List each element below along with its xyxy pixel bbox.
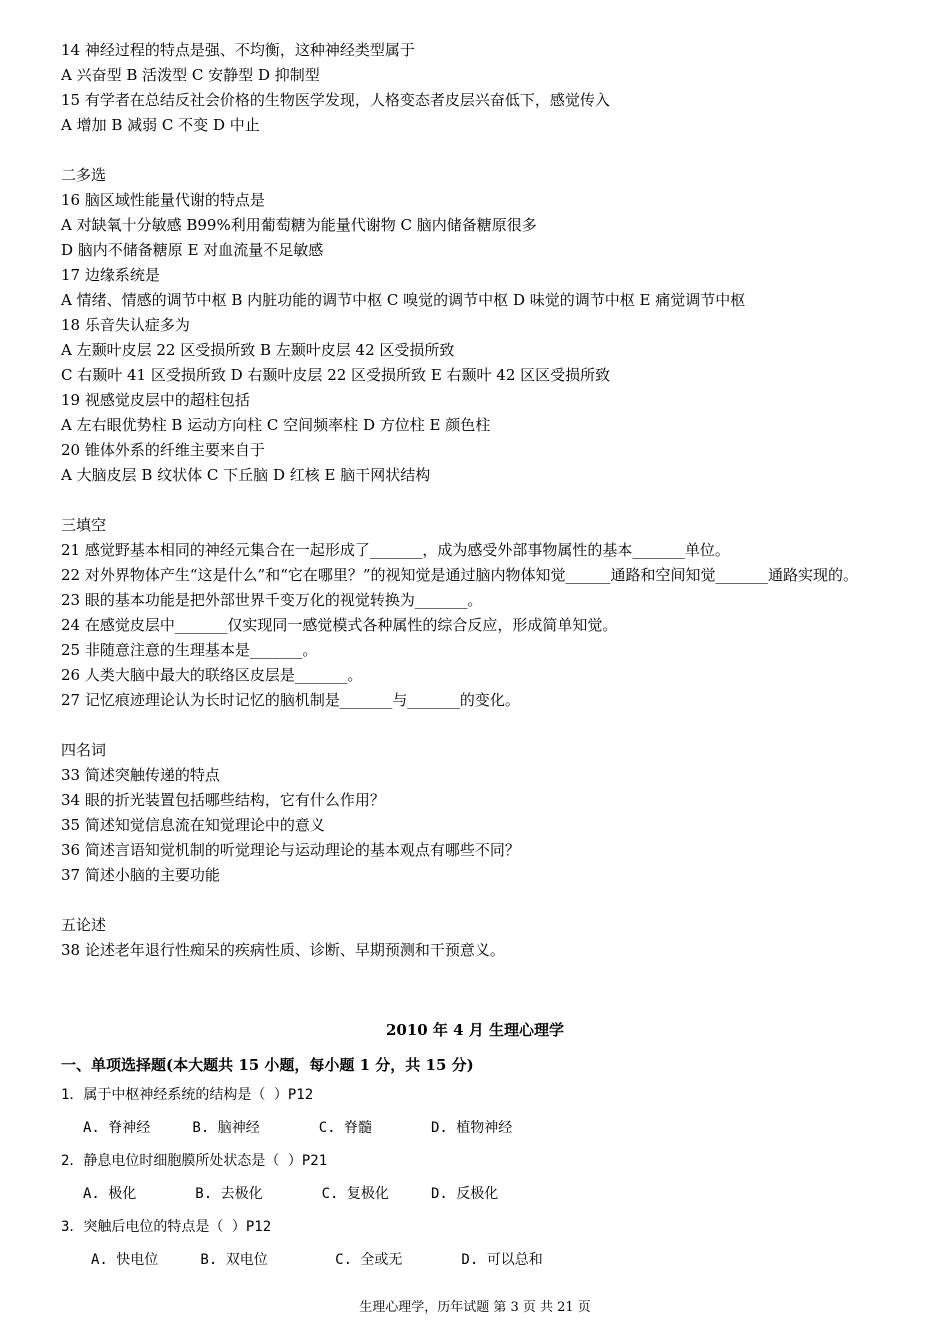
question-16-stem: 16 脑区域性能量代谢的特点是 <box>61 191 265 209</box>
question-38: 38 论述老年退行性痴呆的疾病性质、诊断、早期预测和干预意义。 <box>61 941 505 959</box>
question-24: 24 在感觉皮层中_______仅实现同一感觉模式各种属性的综合反应，形成简单知觉。 <box>61 616 618 634</box>
spacer <box>61 488 921 513</box>
question-35: 35 简述知觉信息流在知觉理论中的意义 <box>61 816 325 834</box>
question-19-stem: 19 视感觉皮层中的超柱包括 <box>61 391 250 409</box>
question-15-options: A 增加 B 减弱 C 不变 D 中止 <box>61 116 260 134</box>
question-33: 33 简述突触传递的特点 <box>61 766 220 784</box>
question-14-stem: 14 神经过程的特点是强、不均衡，这种神经类型属于 <box>61 41 415 59</box>
part2-content <box>61 1052 921 1277</box>
section-essay-title: 五论述 <box>61 916 107 934</box>
spacer <box>61 713 921 738</box>
spacer <box>61 138 921 163</box>
question-36: 36 简述言语知觉机制的听觉理论与运动理论的基本观点有哪些不同？ <box>61 841 520 859</box>
question-2010-2-options: A. 极化 B. 去极化 C. 复极化 D. 反极化 <box>83 1186 499 1202</box>
page-footer: 生理心理学，历年试题 第 3 页 共 21 页 <box>359 1300 591 1315</box>
spacer <box>61 888 921 913</box>
section-multiple-choice-title: 二多选 <box>61 166 107 184</box>
question-22: 22 对外界物体产生“这是什么”和“它在哪里？”的视知觉是通过脑内物体知觉______通路和空间知觉_______通路实现的。 <box>61 566 859 584</box>
question-18-options-a: A 左颞叶皮层 22 区受损所致 B 左颞叶皮层 42 区受损所致 <box>61 341 455 359</box>
question-17-stem: 17 边缘系统是 <box>61 266 160 284</box>
question-14-options: A 兴奋型 B 活泼型 C 安静型 D 抑制型 <box>61 66 320 84</box>
question-2010-1-stem: 1．属于中枢神经系统的结构是（ ）P12 <box>61 1087 314 1103</box>
single-choice-heading: 一、单项选择题(本大题共 15 小题，每小题 1 分，共 15 分) <box>61 1056 474 1074</box>
question-16-options-a: A 对缺氧十分敏感 B99%利用葡萄糖为能量代谢物 C 脑内储备糖原很多 <box>61 216 537 234</box>
section-terms-title: 四名词 <box>61 741 107 759</box>
question-27: 27 记忆痕迹理论认为长时记忆的脑机制是_______与_______的变化。 <box>61 691 520 709</box>
question-20-options: A 大脑皮层 B 纹状体 C 下丘脑 D 红核 E 脑干网状结构 <box>61 466 431 484</box>
exam-2010-title: 2010 年 4 月 生理心理学 <box>385 1021 565 1039</box>
question-18-options-b: C 右颞叶 41 区受损所致 D 右颞叶皮层 22 区受损所致 E 右颞叶 42 区区受损所致 <box>61 366 611 384</box>
section-fill-in-title: 三填空 <box>61 516 107 534</box>
question-20-stem: 20 锥体外系的纤维主要来自于 <box>61 441 265 459</box>
question-23: 23 眼的基本功能是把外部世界千变万化的视觉转换为_______。 <box>61 591 483 609</box>
part1-content <box>61 38 921 963</box>
question-17-options: A 情绪、情感的调节中枢 B 内脏功能的调节中枢 C 嗅觉的调节中枢 D 味觉的调节中枢 E 痛觉调节中枢 <box>61 291 746 309</box>
question-26: 26 人类大脑中最大的联络区皮层是_______。 <box>61 666 363 684</box>
question-2010-3-stem: 3．突触后电位的特点是（ ）P12 <box>61 1219 272 1235</box>
question-2010-3-options: A. 快电位 B. 双电位 C. 全或无 D. 可以总和 <box>91 1252 543 1268</box>
question-15-stem: 15 有学者在总结反社会价格的生物医学发现，人格变态者皮层兴奋低下，感觉传入 <box>61 91 610 109</box>
question-25: 25 非随意注意的生理基本是_______。 <box>61 641 318 659</box>
question-34: 34 眼的折光装置包括哪些结构，它有什么作用？ <box>61 791 385 809</box>
question-2010-1-options: A. 脊神经 B. 脑神经 C. 脊髓 D. 植物神经 <box>83 1120 513 1136</box>
question-16-options-b: D 脑内不储备糖原 E 对血流量不足敏感 <box>61 241 324 259</box>
question-2010-2-stem: 2．静息电位时细胞膜所处状态是（ ）P21 <box>61 1153 328 1169</box>
question-18-stem: 18 乐音失认症多为 <box>61 316 190 334</box>
question-21: 21 感觉野基本相同的神经元集合在一起形成了_______，成为感受外部事物属性的基本_______单位。 <box>61 541 730 559</box>
question-37: 37 简述小脑的主要功能 <box>61 866 220 884</box>
question-19-options: A 左右眼优势柱 B 运动方向柱 C 空间频率柱 D 方位柱 E 颜色柱 <box>61 416 491 434</box>
